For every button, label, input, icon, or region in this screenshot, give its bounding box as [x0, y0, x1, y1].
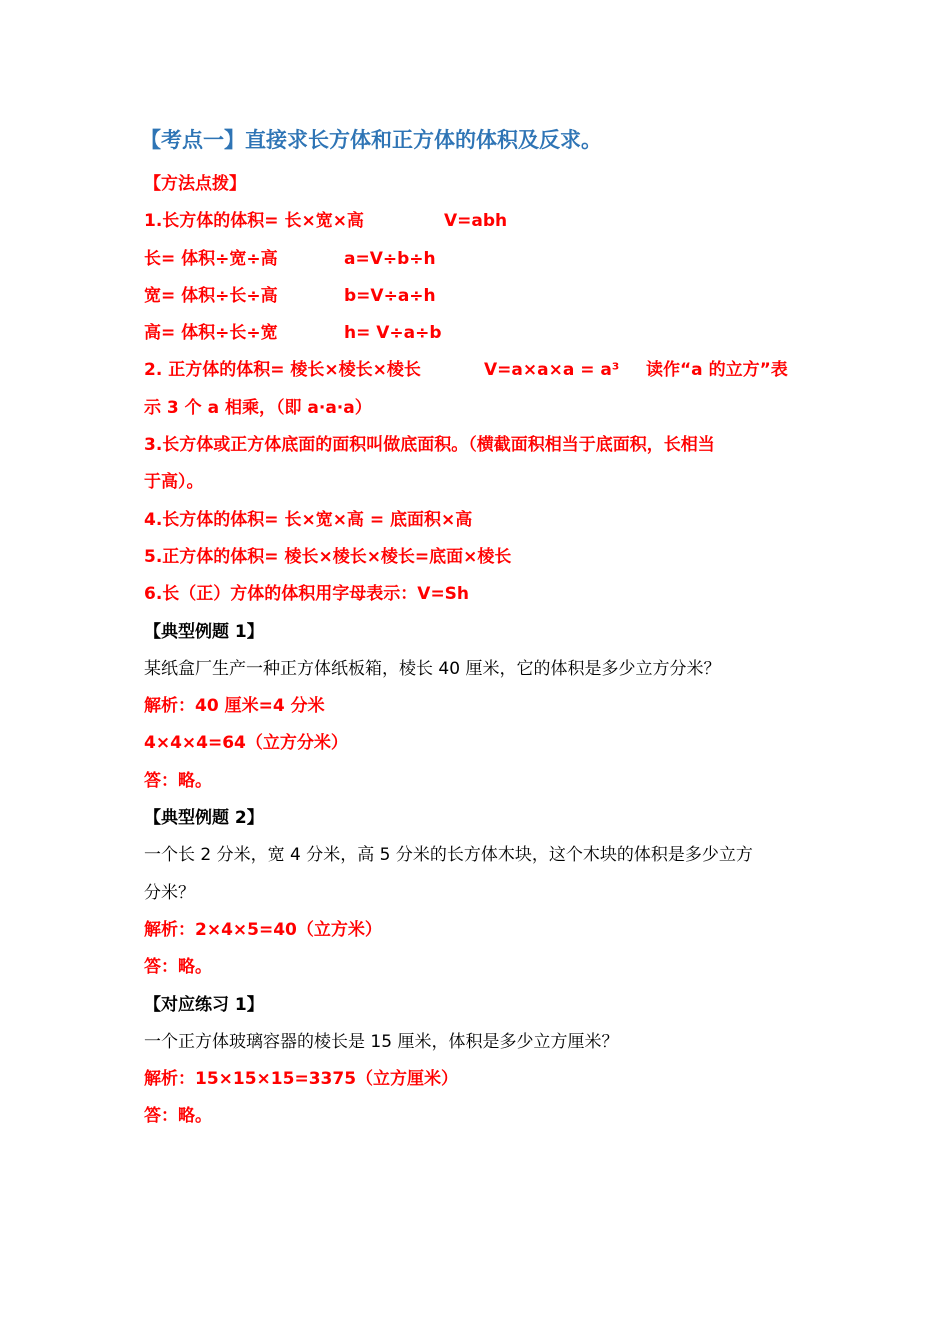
method-line-6: 示 3 个 a 相乘，（即 a·a·a） [144, 397, 372, 418]
practice1-question: 一个正方体玻璃容器的棱长是 15 厘米，体积是多少立方厘米？ [144, 1031, 619, 1052]
method-line-11: 6.长（正）方体的体积用字母表示：V=Sh [144, 584, 470, 605]
example2-heading: 【典型例题 2】 [144, 808, 264, 829]
method-line-7: 3.长方体或正方体底面的面积叫做底面积。（横截面积相当于底面积，长相当 [144, 435, 715, 456]
example2-answer: 答：略。 [144, 957, 212, 978]
method-line-9: 4.长方体的体积= 长×宽×高 = 底面积×高 [144, 509, 473, 530]
method-line-10: 5.正方体的体积= 棱长×棱长×棱长=底面×棱长 [144, 546, 512, 567]
example1-answer: 答：略。 [144, 770, 212, 791]
example2-question-line-1: 一个长 2 分米，宽 4 分米，高 5 分米的长方体木块，这个木块的体积是多少立方 [144, 845, 753, 866]
cube-volume-formula: 2. 正方体的体积= 棱长×棱长×棱长 [144, 360, 421, 381]
method-line-1 [144, 203, 814, 240]
length-formula: 长= 体积÷宽÷高 [144, 248, 278, 269]
cuboid-volume-formula: 1.长方体的体积= 长×宽×高 [144, 211, 364, 232]
height-formula: 高= 体积÷长÷宽 [144, 323, 278, 344]
practice1-heading: 【对应练习 1】 [144, 994, 264, 1015]
method-heading: 【方法点拨】 [144, 174, 246, 194]
cube-volume-letters: V=a×a×a = a³ [484, 360, 620, 381]
width-formula: 宽= 体积÷长÷高 [144, 285, 278, 306]
method-line-2 [144, 241, 814, 278]
document-body [144, 166, 814, 1136]
method-line-3 [144, 278, 814, 315]
practice1-answer: 答：略。 [144, 1106, 212, 1127]
example1-heading: 【典型例题 1】 [144, 621, 264, 642]
method-line-8: 于高）。 [144, 472, 204, 493]
method-line-5 [144, 352, 814, 389]
practice1-analysis: 解析：15×15×15=3375（立方厘米） [144, 1069, 459, 1090]
example1-calc: 4×4×4=64（立方分米） [144, 733, 348, 754]
width-letters: b=V÷a÷h [344, 285, 436, 306]
example2-analysis: 解析：2×4×5=40（立方米） [144, 919, 382, 940]
cuboid-volume-letters: V=abh [444, 211, 508, 232]
example2-question-line-2: 分米？ [144, 882, 195, 903]
example1-question: 某纸盒厂生产一种正方体纸板箱，棱长 40 厘米，它的体积是多少立方分米？ [144, 658, 721, 679]
method-line-4 [144, 315, 814, 352]
length-letters: a=V÷b÷h [344, 248, 436, 269]
height-letters: h= V÷a÷b [344, 323, 442, 344]
example1-analysis: 解析：40 厘米=4 分米 [144, 696, 325, 717]
cube-reading: 读作“a 的立方”表 [646, 360, 788, 381]
section-title: 【考点一】直接求长方体和正方体的体积及反求。 [140, 128, 602, 152]
